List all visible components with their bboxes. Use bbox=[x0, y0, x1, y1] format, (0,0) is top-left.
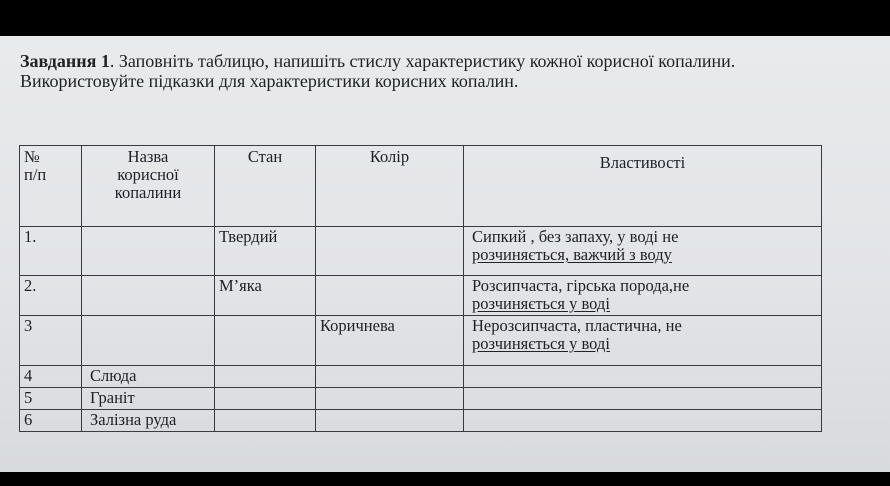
cell-properties bbox=[464, 388, 822, 410]
cell-properties bbox=[464, 366, 822, 388]
cell-state bbox=[215, 316, 316, 366]
table-row bbox=[20, 316, 822, 366]
task-label: Завдання 1 bbox=[20, 51, 110, 71]
cell-color bbox=[316, 276, 464, 316]
cell-number: 2. bbox=[20, 276, 82, 316]
cell-properties bbox=[464, 410, 822, 432]
table-row bbox=[20, 227, 822, 276]
cell-name bbox=[82, 316, 215, 366]
cell-number: 6 bbox=[20, 410, 82, 432]
table-row bbox=[20, 410, 822, 432]
cell-state bbox=[215, 410, 316, 432]
table-row bbox=[20, 276, 822, 316]
worksheet-page bbox=[0, 36, 890, 472]
cell-state bbox=[215, 388, 316, 410]
cell-color bbox=[316, 388, 464, 410]
task-instructions: . Заповніть таблицю, напишіть стислу характеристику кожної корисної копалини. Використовуйте підказки для характеристики корисних копалин. bbox=[20, 51, 736, 91]
cell-number: 4 bbox=[20, 366, 82, 388]
table-row bbox=[20, 388, 822, 410]
cell-color: Коричнева bbox=[316, 316, 464, 366]
cell-state bbox=[215, 366, 316, 388]
cell-properties: Нерозсипчаста, пластична, не розчиняється у воді bbox=[464, 316, 822, 366]
cell-name: Граніт bbox=[82, 388, 215, 410]
cell-state: М’яка bbox=[215, 276, 316, 316]
header-number: № п/п bbox=[20, 146, 82, 227]
cell-number: 1. bbox=[20, 227, 82, 276]
table-row bbox=[20, 366, 822, 388]
cell-name bbox=[82, 227, 215, 276]
cell-color bbox=[316, 227, 464, 276]
cell-name: Слюда bbox=[82, 366, 215, 388]
cell-color bbox=[316, 410, 464, 432]
cell-name: Залізна руда bbox=[82, 410, 215, 432]
cell-state: Твердий bbox=[215, 227, 316, 276]
cell-name bbox=[82, 276, 215, 316]
cell-number: 5 bbox=[20, 388, 82, 410]
cell-properties: Розсипчаста, гірська порода,не розчиняється у воді bbox=[464, 276, 822, 316]
cell-color bbox=[316, 366, 464, 388]
header-name: Назва корисної копалини bbox=[82, 146, 215, 227]
header-properties: Властивості bbox=[464, 146, 822, 227]
cell-number: 3 bbox=[20, 316, 82, 366]
header-state: Стан bbox=[215, 146, 316, 227]
cell-properties: Сипкий , без запаху, у воді не розчиняється, важчий з воду bbox=[464, 227, 822, 276]
minerals-table bbox=[19, 145, 822, 432]
table-header-row bbox=[20, 146, 822, 227]
task-text bbox=[20, 51, 860, 91]
header-color: Колір bbox=[316, 146, 464, 227]
